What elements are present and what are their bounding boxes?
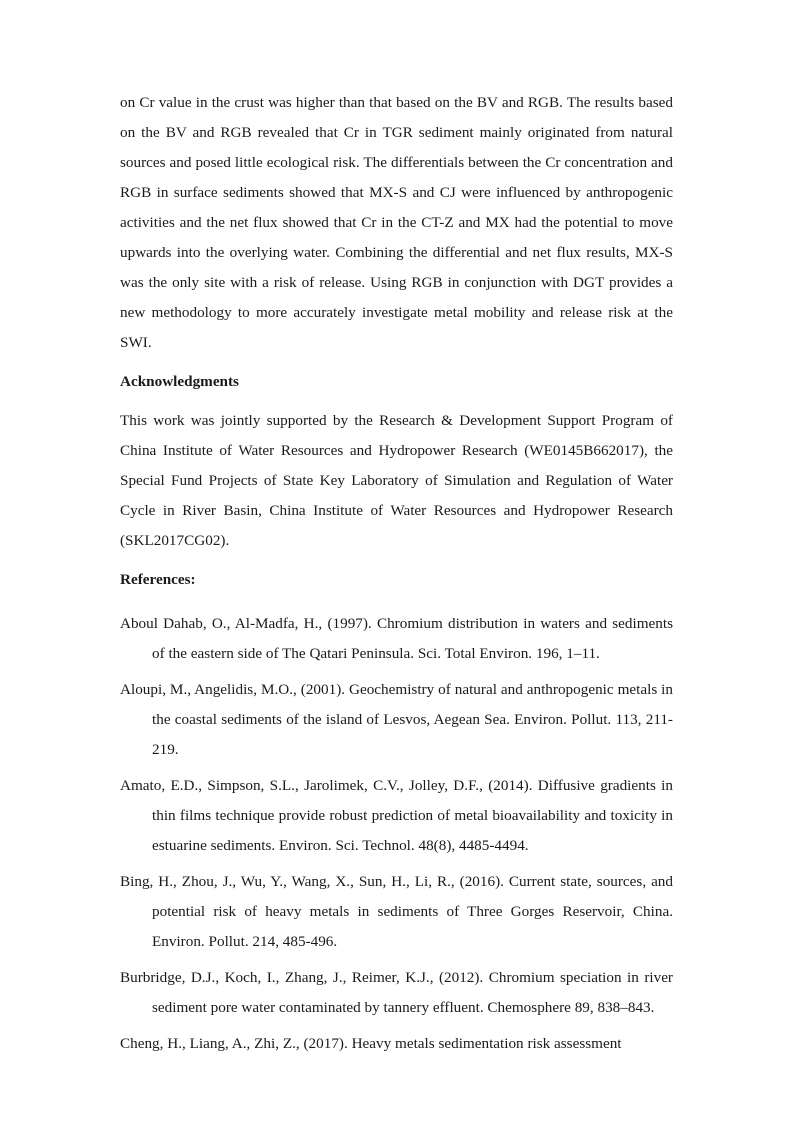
reference-item: Aloupi, M., Angelidis, M.O., (2001). Geochemistry of natural and anthropogenic metals in the coastal sediments of the island of Lesvos, Aegean Sea. Environ. Pollut. 113, 211-219. xyxy=(120,681,673,758)
spacer xyxy=(120,397,673,406)
spacer xyxy=(120,595,673,609)
reference-item: Bing, H., Zhou, J., Wu, Y., Wang, X., Sun, H., Li, R., (2016). Current state, sources, and potential risk of heavy metals in sediments of Three Gorges Reservoir, China. Environ. Pollut. 214, 485-496. xyxy=(120,873,673,950)
spacer xyxy=(120,358,673,367)
references-list xyxy=(120,609,673,1059)
conclusion-paragraph: on Cr value in the crust was higher than that based on the BV and RGB. The results based on the BV and RGB revealed that Cr in TGR sediment mainly originated from natural sources and posed little ecological risk. The differentials between the Cr concentration and RGB in surface sediments showed that MX-S and CJ were influenced by anthropogenic activities and the net flux showed that Cr in the CT-Z and MX had the potential to move upwards into the overlying water. Combining the differential and net flux results, MX-S was the only site with a risk of release. Using RGB in conjunction with DGT provides a new methodology to more accurately investigate metal mobility and release risk at the SWI. xyxy=(120,94,673,351)
reference-item: Aboul Dahab, O., Al-Madfa, H., (1997). Chromium distribution in waters and sediments of the eastern side of The Qatari Peninsula. Sci. Total Environ. 196, 1–11. xyxy=(120,615,673,662)
page-content xyxy=(120,88,673,1065)
reference-item: Burbridge, D.J., Koch, I., Zhang, J., Reimer, K.J., (2012). Chromium speciation in river sediment pore water contaminated by tannery effluent. Chemosphere 89, 838–843. xyxy=(120,969,673,1016)
reference-item: Cheng, H., Liang, A., Zhi, Z., (2017). Heavy metals sedimentation risk assessment xyxy=(120,1035,622,1052)
reference-item: Amato, E.D., Simpson, S.L., Jarolimek, C.V., Jolley, D.F., (2014). Diffusive gradients in thin films technique provide robust prediction of metal bioavailability and toxicity in estuarine sediments. Environ. Sci. Technol. 48(8), 4485-4494. xyxy=(120,777,673,854)
acknowledgments-paragraph: This work was jointly supported by the Research & Development Support Program of China Institute of Water Resources and Hydropower Research (WE0145B662017), the Special Fund Projects of State Key Laboratory of Simulation and Regulation of Water Cycle in River Basin, China Institute of Water Resources and Hydropower Research (SKL2017CG02). xyxy=(120,412,673,549)
spacer xyxy=(120,556,673,565)
acknowledgments-heading: Acknowledgments xyxy=(120,373,239,390)
references-heading: References: xyxy=(120,571,196,588)
